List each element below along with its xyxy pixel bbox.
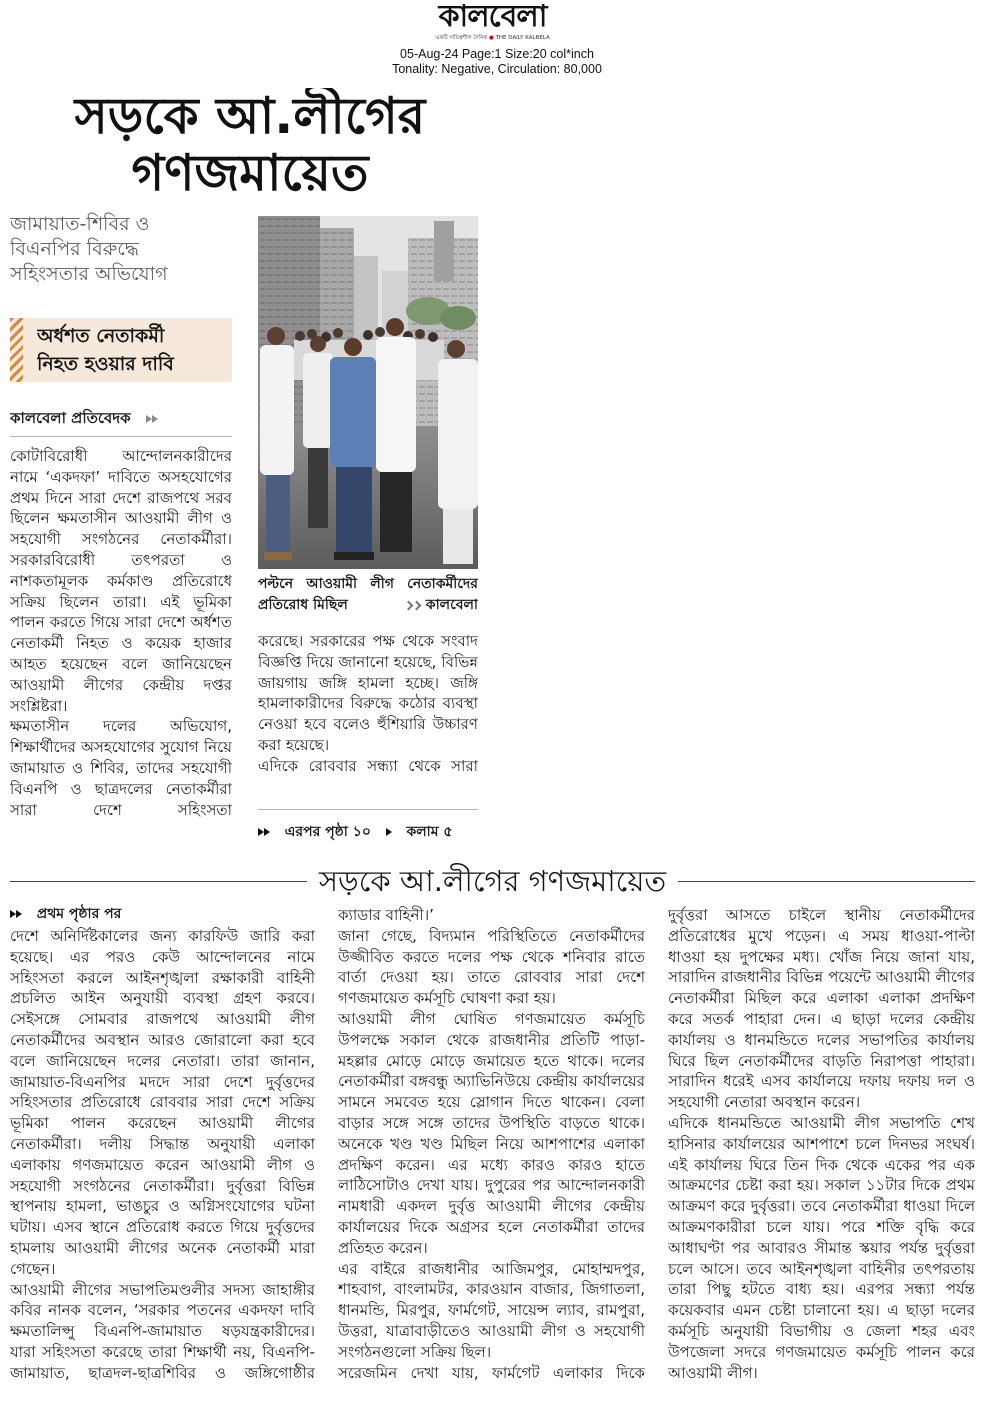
front-column-1: [10, 446, 232, 842]
front-column-2: [258, 631, 478, 803]
clipping-tonality-circulation: Tonality: Negative, Circulation: 80,000: [392, 62, 602, 76]
headline-line-1: সড়কে আ.লীগের: [74, 88, 426, 145]
kicker-line-1: জামায়াত-শিবির ও: [10, 213, 150, 235]
colC-paragraph: দুর্বৃত্তরা আসতে চাইলে স্থানীয় নেতাকর্মীদের প্রতিরোধের মুখে পড়েন। এ সময় ধাওয়া-পাল্টা ধাওয়া হয় দুপক্ষের মধ্য। খোঁজ নিয়ে জানা যায়, সারাদিন রাজধানীর বিভিন্ন পয়েন্টে আওয়ামী লীগের নেতাকর্মীরা মিছিল করে এলাকা এলাকা প্রদক্ষিণ করে সতর্ক পাহারা দেন। এ ছাড়া দলের কেন্দ্রীয় কার্যালয় ও ধানমন্ডিতে দলের সভাপতির কার্যালয় ঘিরে ছিল নেতাকর্মীদের বাড়তি নিরাপত্তা পাহারা। সারাদিন ধরেই এসব কার্যালয়ে দফায় দফায় দল ও সহযোগী নেতারা অবস্থান করেন।: [668, 906, 975, 1112]
clipping-date-page-size: 05-Aug-24 Page:1 Size:20 col*inch: [400, 47, 594, 61]
byline-text: কালবেলা প্রতিবেদক: [10, 409, 131, 427]
header-rule-right: [678, 881, 975, 882]
from-label-text: প্রথম পৃষ্ঠার পর: [36, 906, 122, 922]
continuation-column-b: [338, 905, 645, 1384]
masthead-logo: [415, 0, 570, 42]
colB-paragraph: এর বাইরে রাজধানীর আজিমপুর, মোহাম্মদপুর, শাহবাগ, বাংলামটর, কারওয়ান বাজার, জিগাতলা, ধানমন্ডি, মিরপুর, ফার্মগেট, সায়েন্স ল্যাব, রামপুরা, উত্তরা, যাত্রাবাড়ীতেও আওয়ামী লীগ ও সহযোগী সংগঠনগুলো সক্রিয় ছিল।: [338, 1259, 645, 1361]
double-arrow-icon: [146, 409, 158, 427]
photo-credit-text: কালবেলা: [425, 597, 478, 613]
highlight-text: [37, 322, 229, 378]
continuation-column-a: [10, 926, 315, 1384]
headline: [60, 88, 440, 202]
kicker-line-2: বিএনপির বিরুদ্ধে: [10, 238, 139, 260]
colC-paragraph: এদিকে ধানমন্ডিতে আওয়ামী লীগ সভাপতি শেখ হাসিনার কার্যালয়ের আশপাশে চলে দিনভর সংঘর্ষ। এই কার্যালয় ঘিরে তিন দিক থেকে একের পর এক আক্রমণের চেষ্টা করা হয়। সকাল ১১টার দিকে প্রথম আক্রমণ করে দুর্বৃত্তরা। তবে নেতাকর্মীরা ধাওয়া দিলে আক্রমণকারীরা চলে যায়। পরে শক্তি বৃদ্ধি করে আধাঘণ্টা পর আবারও সীমান্ত স্কয়ার পর্যন্ত দুর্বৃত্তরা চলে আসে। তবে আইনশৃঙ্খলা বাহিনীর তৎপরতায় তারা পিছু হটতে বাধ্য হয়। এরপর সন্ধ্যা পর্যন্ত কয়েকবার এমন চেষ্টা চালানো হয়। এ ছাড়া দলের কর্মসূচি অনুযায়ী বিভাগীয় ও জেলা শহর এবং উপজেলা সদরে গণজমায়েত কর্মসূচি পালন করে আওয়ামী লীগ।: [668, 1113, 975, 1382]
colA-paragraph: দেশে অনির্দিষ্টকালের জন্য কারফিউ জারি করা হয়েছে। এর পরও কেউ আন্দোলনের নামে সহিংসতা করলে আইনশৃঙ্খলা রক্ষাকারী বাহিনী প্রচলিত আইন অনুযায়ী ব্যবস্থা গ্রহণ করবে। সেইসঙ্গে সোমবার রাজপথে আওয়ামী লীগ নেতাকর্মীদের অবস্থান আরও জোরালো করা হবে বলে জানিয়েছেন দলের নেতারা। তারা জানান, জামায়াত-বিএনপির মদদে সারা দেশে দুর্বৃত্তদের সহিংসতার প্রতিরোধে রোববার সারা দেশে সক্রিয় ভূমিকা পালন করেছেন আওয়ামী লীগের নেতাকর্মীরা। দলীয় সিদ্ধান্ত অনুযায়ী এলাকা এলাকায় গণজমায়েত করেন আওয়ামী লীগ ও সহযোগী সংগঠনের নেতাকর্মীরা। দুর্বৃত্তরা বিভিন্ন স্থাপনায় হামলা, ভাঙচুর ও অগ্নিসংযোগের ঘটনা ঘটায়। এসব স্থানে প্রতিরোধ করতে গিয়ে দুর্বৃত্তদের হামলায় আওয়ামী লীগের অনেক নেতাকর্মী মারা গেছেন।: [10, 927, 315, 1278]
highlight-stripe: [10, 318, 23, 382]
fast-forward-icon: [258, 824, 270, 840]
jump-column-text: কলাম ৫: [406, 824, 453, 840]
tagline-english: THE DAILY KALBELA: [495, 35, 550, 41]
play-icon: [386, 824, 392, 840]
continuation-header: [10, 862, 975, 900]
front-col2-paragraph: করেছে। সরকারের পক্ষ থেকে সংবাদ বিজ্ঞপ্তি দিয়ে জানানো হয়েছে, বিভিন্ন জায়গায় জঙ্গি হামলা হচ্ছে। জঙ্গি হামলাকারীদের বিরুদ্ধে কঠোর ব্যবস্থা নেওয়া হবে বলেও হুঁশিয়ারি উচ্চারণ করা হয়েছে।: [258, 632, 478, 754]
double-chevron-icon: [405, 597, 421, 613]
photo-caption-text: পল্টনে আওয়ামী লীগ নেতাকর্মীদের প্রতিরোধ মিছিল: [258, 576, 478, 613]
headline-line-2: গণজমায়েত: [131, 145, 369, 202]
front-col2-paragraph: এদিকে রোববার সন্ধ্যা থেকে সারা: [258, 756, 478, 775]
clipping-meta: [297, 47, 697, 77]
fast-forward-icon: [10, 906, 22, 922]
photo-credit: [405, 595, 478, 616]
colB-paragraph: জানা গেছে, বিদ্যমান পরিস্থিতিতে নেতাকর্মীদের উজ্জীবিত করতে দলের পক্ষ থেকে শনিবার রাতে বার্তা দেওয়া হয়। তাতে রোববার সারা দেশে গণজমায়েত কর্মসূচি ঘোষণা করা হয়।: [338, 926, 645, 1008]
photo-caption: [258, 574, 478, 618]
byline: [10, 407, 232, 429]
tagline-dot-icon: ●: [489, 35, 494, 41]
protest-march-photo: [258, 216, 478, 569]
byline-rule: [10, 436, 232, 437]
continued-on-page: [258, 822, 478, 842]
colB-paragraph: সরেজমিন দেখা যায়, ফার্মগেট এলাকার দিকে: [338, 1363, 645, 1382]
front-col1-paragraph: কোটাবিরোধী আন্দোলনকারীদের নামে ‘একদফা’ দাবিতে অসহযোগের প্রথম দিনে সারা দেশে রাজপথে সরব ছিলেন ক্ষমতাসীন আওয়ামী লীগ ও সহযোগী সংগঠনের নেতাকর্মীরা। সরকারবিরোধী তৎপরতা ও নাশকতামূলক কর্মকাণ্ড প্রতিরোধে সক্রিয় ছিলেন তারা। এই ভূমিকা পালন করতে গিয়ে সারা দেশে অর্ধশত নেতাকর্মী নিহত ও কয়েক হাজার আহত হয়েছেন বলে জানিয়েছেন আওয়ামী লীগের কেন্দ্রীয় দপ্তর সংশ্লিষ্টরা।: [10, 447, 232, 715]
logo-wordmark: কালবেলা: [438, 0, 547, 34]
continued-from-label: [10, 903, 315, 925]
continuation-title: সড়কে আ.লীগের গণজমায়েত: [318, 864, 667, 898]
kicker: [10, 212, 250, 287]
highlight-line-1: অর্ধশত নেতাকর্মী: [37, 325, 165, 347]
logo-tagline: [415, 34, 570, 42]
tagline-bengali: একটি দায়িত্বশীল দৈনিক: [435, 35, 488, 41]
jump-page-text: এরপর পৃষ্ঠা ১০: [284, 824, 371, 840]
jump-rule: [258, 809, 478, 810]
photo-person-right: [438, 340, 478, 564]
kicker-line-3: সহিংসতার অভিযোগ: [10, 263, 168, 285]
photo-person-white-shirt: [376, 318, 416, 552]
continuation-column-c: [668, 905, 975, 1384]
front-col1-paragraph: ক্ষমতাসীন দলের অভিযোগ, শিক্ষার্থীদের অসহযোগের সুযোগ নিয়ে জামায়াত ও শিবির, তাদের সহযোগী বিএনপি ও ছাত্রদলের নেতাকর্মীরা সারা দেশে সহিংসতা: [10, 717, 232, 819]
colB-paragraph: ক্যাডার বাহিনী।’: [338, 906, 434, 924]
highlight-box: [10, 318, 232, 382]
highlight-line-2: নিহত হওয়ার দাবি: [37, 353, 174, 375]
colA-paragraph: আওয়ামী লীগের সভাপতিমণ্ডলীর সদস্য জাহাঙ্গীর কবির নানক বলেন, ‘সরকার পতনের একদফা দাবি ক্ষমতালিপ্সু বিএনপি-জামায়াত ষড়যন্ত্রকারীদের। যারা সহিংসতা করেছে তারা শিক্ষার্থী নয়, বিএনপি-জামায়াত, ছাত্রদল-ছাত্রশিবির ও জঙ্গিগোষ্ঠীর: [10, 1280, 315, 1382]
header-rule-left: [10, 881, 307, 882]
colB-paragraph: আওয়ামী লীগ ঘোষিত গণজমায়েত কর্মসূচি উপলক্ষে সকাল থেকে রাজধানীর প্রতিটি পাড়া-মহল্লার মোড়ে মোড়ে জমায়েত হতে থাকে। দলের নেতাকর্মীরা বঙ্গবন্ধু অ্যাভিনিউয়ে কেন্দ্রীয় কার্যালয়ের সামনে সমবেত হয়ে স্লোগান দিতে থাকেন। বেলা বাড়ার সঙ্গে সঙ্গে তাদের উপস্থিতি বাড়তে থাকে। অনেকে খণ্ড খণ্ড মিছিল নিয়ে আশপাশের এলাকা প্রদক্ষিণ করেন। এর মধ্যে কারও কারও হাতে লাঠিসোটাও দেখা যায়। দুপুরের পর আন্দোলনকারী নামধারী একদল দুর্বৃত্ত আওয়ামী লীগের কেন্দ্রীয় কার্যালয়ের দিকে অগ্রসর হলে নেতাকর্মীরা তাদের প্রতিহত করেন।: [338, 1009, 645, 1257]
photo-person-blue-shirt: [330, 338, 376, 560]
